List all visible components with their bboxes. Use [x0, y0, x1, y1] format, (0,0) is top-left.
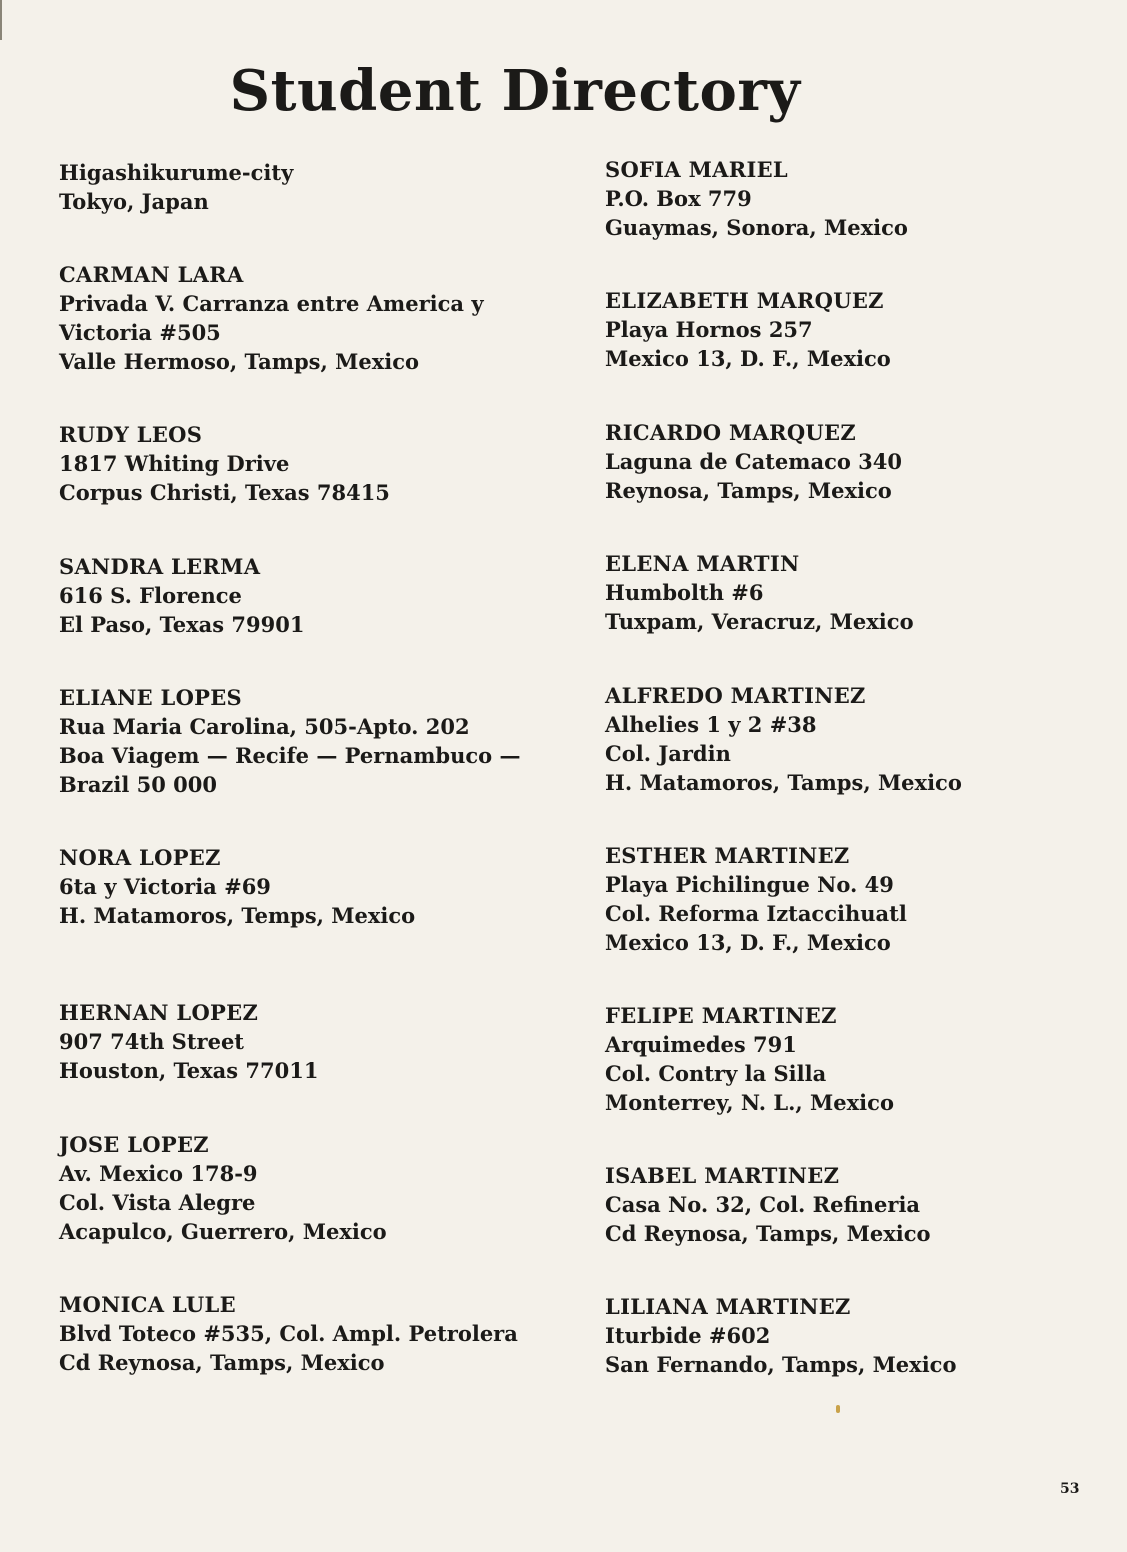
entry-line: Col. Reforma Iztaccihuatl [605, 901, 907, 926]
entry-name: ISABEL MARTINEZ [605, 1163, 840, 1188]
entry-name: HERNAN LOPEZ [59, 1000, 259, 1025]
entry-line: Blvd Toteco #535, Col. Ampl. Petrolera [59, 1321, 518, 1346]
directory-entry [605, 155, 1125, 242]
directory-entry [59, 843, 579, 930]
entry-name: ESTHER MARTINEZ [605, 843, 850, 868]
entry-line: Higashikurume-city [59, 160, 294, 185]
directory-entry [605, 841, 1125, 957]
directory-entry [605, 1161, 1125, 1248]
entry-name: NORA LOPEZ [59, 845, 221, 870]
entry-name: FELIPE MARTINEZ [605, 1003, 837, 1028]
directory-entry [59, 1290, 579, 1377]
entry-line: H. Matamoros, Tamps, Mexico [605, 770, 962, 795]
entry-line: Privada V. Carranza entre America y [59, 291, 484, 316]
entry-line: H. Matamoros, Temps, Mexico [59, 903, 416, 928]
entry-line: 616 S. Florence [59, 583, 242, 608]
entry-line: Col. Jardin [605, 741, 731, 766]
directory-entry [59, 158, 579, 216]
entry-line: Tokyo, Japan [59, 189, 209, 214]
entry-name: ELENA MARTIN [605, 551, 800, 576]
entry-line: P.O. Box 779 [605, 186, 752, 211]
entry-line: Rua Maria Carolina, 505-Apto. 202 [59, 714, 470, 739]
entry-line: Playa Hornos 257 [605, 317, 813, 342]
entry-line: Brazil 50 000 [59, 772, 217, 797]
entry-line: Corpus Christi, Texas 78415 [59, 480, 390, 505]
entry-line: Mexico 13, D. F., Mexico [605, 346, 891, 371]
entry-line: Alhelies 1 y 2 #38 [605, 712, 817, 737]
entry-name: ELIZABETH MARQUEZ [605, 288, 884, 313]
entry-line: 907 74th Street [59, 1029, 245, 1054]
entry-line: Guaymas, Sonora, Mexico [605, 215, 908, 240]
directory-entry [59, 420, 579, 507]
entry-name: ELIANE LOPES [59, 685, 243, 710]
entry-line: Reynosa, Tamps, Mexico [605, 478, 892, 503]
entry-line: Houston, Texas 77011 [59, 1058, 319, 1083]
entry-name: LILIANA MARTINEZ [605, 1294, 851, 1319]
entry-line: 6ta y Victoria #69 [59, 874, 271, 899]
page-title: Student Directory [229, 58, 801, 124]
entry-name: SOFIA MARIEL [605, 157, 788, 182]
directory-entry [59, 1130, 579, 1246]
entry-line: Laguna de Catemaco 340 [605, 449, 903, 474]
page-edge-mark [0, 0, 2, 40]
entry-line: Arquimedes 791 [605, 1032, 797, 1057]
page-number: 53 [1060, 1481, 1080, 1497]
entry-line: El Paso, Texas 79901 [59, 612, 305, 637]
entry-name: SANDRA LERMA [59, 554, 261, 579]
entry-line: Cd Reynosa, Tamps, Mexico [605, 1221, 931, 1246]
entry-line: Col. Vista Alegre [59, 1190, 256, 1215]
entry-line: Victoria #505 [59, 320, 221, 345]
entry-line: Humbolth #6 [605, 580, 764, 605]
directory-entry [59, 683, 579, 799]
entry-line: San Fernando, Tamps, Mexico [605, 1352, 957, 1377]
entry-line: 1817 Whiting Drive [59, 451, 290, 476]
entry-line: Mexico 13, D. F., Mexico [605, 930, 891, 955]
entry-line: Boa Viagem — Recife — Pernambuco — [59, 743, 521, 768]
entry-name: ALFREDO MARTINEZ [605, 683, 866, 708]
directory-entry [59, 552, 579, 639]
entry-name: RICARDO MARQUEZ [605, 420, 856, 445]
entry-name: RUDY LEOS [59, 422, 203, 447]
entry-line: Av. Mexico 178-9 [59, 1161, 258, 1186]
entry-name: CARMAN LARA [59, 262, 244, 287]
directory-entry [605, 418, 1125, 505]
entry-line: Tuxpam, Veracruz, Mexico [605, 609, 914, 634]
entry-line: Cd Reynosa, Tamps, Mexico [59, 1350, 385, 1375]
directory-entry [605, 681, 1125, 797]
entry-line: Playa Pichilingue No. 49 [605, 872, 894, 897]
entry-name: JOSE LOPEZ [59, 1132, 209, 1157]
entry-name: MONICA LULE [59, 1292, 236, 1317]
directory-entry [605, 549, 1125, 636]
entry-line: Iturbide #602 [605, 1323, 771, 1348]
directory-entry [605, 286, 1125, 373]
ink-speck [836, 1405, 840, 1413]
directory-entry [605, 1292, 1125, 1379]
directory-entry [605, 1001, 1125, 1117]
entry-line: Acapulco, Guerrero, Mexico [59, 1219, 387, 1244]
entry-line: Monterrey, N. L., Mexico [605, 1090, 894, 1115]
entry-line: Valle Hermoso, Tamps, Mexico [59, 349, 420, 374]
entry-line: Col. Contry la Silla [605, 1061, 827, 1086]
entry-line: Casa No. 32, Col. Refineria [605, 1192, 921, 1217]
directory-entry [59, 260, 579, 376]
directory-entry [59, 998, 579, 1085]
